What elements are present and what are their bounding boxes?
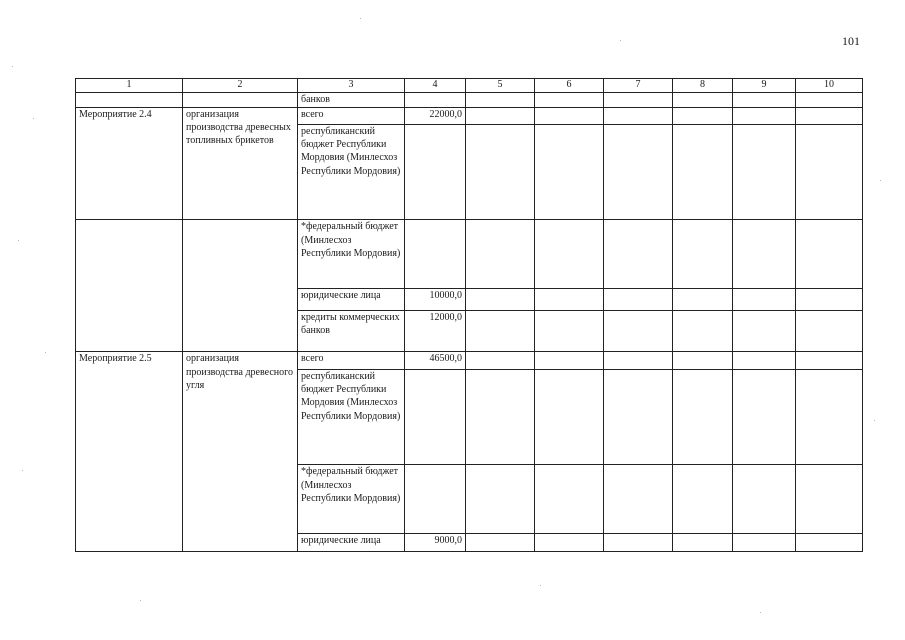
column-number-2: 2 bbox=[183, 79, 298, 93]
amount-cell: 46500,0 bbox=[405, 352, 466, 369]
column-number-row bbox=[76, 79, 863, 93]
amount-cell: 10000,0 bbox=[405, 288, 466, 310]
scan-speck bbox=[22, 470, 23, 471]
scan-speck bbox=[12, 66, 13, 67]
page-number: 101 bbox=[842, 34, 860, 48]
amount-cell bbox=[405, 369, 466, 465]
financing-table bbox=[75, 78, 863, 552]
table-row bbox=[76, 220, 863, 289]
scan-speck bbox=[620, 40, 621, 41]
amount-cell bbox=[405, 465, 466, 534]
event-description-cell: организация производства древесных топливных брикетов bbox=[183, 107, 298, 220]
funding-source-cell: юридические лица bbox=[298, 288, 405, 310]
amount-cell: 9000,0 bbox=[405, 533, 466, 551]
column-number-4: 4 bbox=[405, 79, 466, 93]
scan-speck bbox=[760, 612, 761, 613]
scan-speck bbox=[140, 600, 141, 601]
column-number-1: 1 bbox=[76, 79, 183, 93]
scan-speck bbox=[874, 420, 875, 421]
funding-source-cell: *федеральный бюджет (Минлесхоз Республики Мордовия) bbox=[298, 220, 405, 289]
column-number-10: 10 bbox=[796, 79, 863, 93]
amount-cell bbox=[405, 93, 466, 108]
column-number-9: 9 bbox=[733, 79, 796, 93]
funding-source-cell: кредиты коммерческих банков bbox=[298, 311, 405, 352]
table-row bbox=[76, 93, 863, 108]
scan-speck bbox=[33, 118, 34, 119]
amount-cell bbox=[405, 220, 466, 289]
scan-speck bbox=[880, 180, 881, 181]
funding-source-cell: республиканский бюджет Республики Мордовия (Минлесхоз Республики Мордовия) bbox=[298, 124, 405, 220]
funding-source-cell: банков bbox=[298, 93, 405, 108]
column-number-3: 3 bbox=[298, 79, 405, 93]
table-row bbox=[76, 352, 863, 369]
funding-source-cell: республиканский бюджет Республики Мордовия (Минлесхоз Республики Мордовия) bbox=[298, 369, 405, 465]
event-name-cell: Мероприятие 2.5 bbox=[76, 352, 183, 552]
column-number-6: 6 bbox=[535, 79, 604, 93]
scan-speck bbox=[360, 18, 361, 19]
amount-cell: 22000,0 bbox=[405, 107, 466, 124]
funding-source-cell: всего bbox=[298, 352, 405, 369]
funding-source-cell: *федеральный бюджет (Минлесхоз Республики Мордовия) bbox=[298, 465, 405, 534]
event-name-cell: Мероприятие 2.4 bbox=[76, 107, 183, 220]
scan-speck bbox=[540, 585, 541, 586]
scan-speck bbox=[18, 240, 19, 241]
funding-source-cell: юридические лица bbox=[298, 533, 405, 551]
event-description-cell: организация производства древесного угля bbox=[183, 352, 298, 552]
funding-source-cell: всего bbox=[298, 107, 405, 124]
column-number-7: 7 bbox=[604, 79, 673, 93]
scan-speck bbox=[45, 352, 46, 353]
column-number-5: 5 bbox=[466, 79, 535, 93]
table-row bbox=[76, 107, 863, 124]
column-number-8: 8 bbox=[673, 79, 733, 93]
amount-cell: 12000,0 bbox=[405, 311, 466, 352]
amount-cell bbox=[405, 124, 466, 220]
